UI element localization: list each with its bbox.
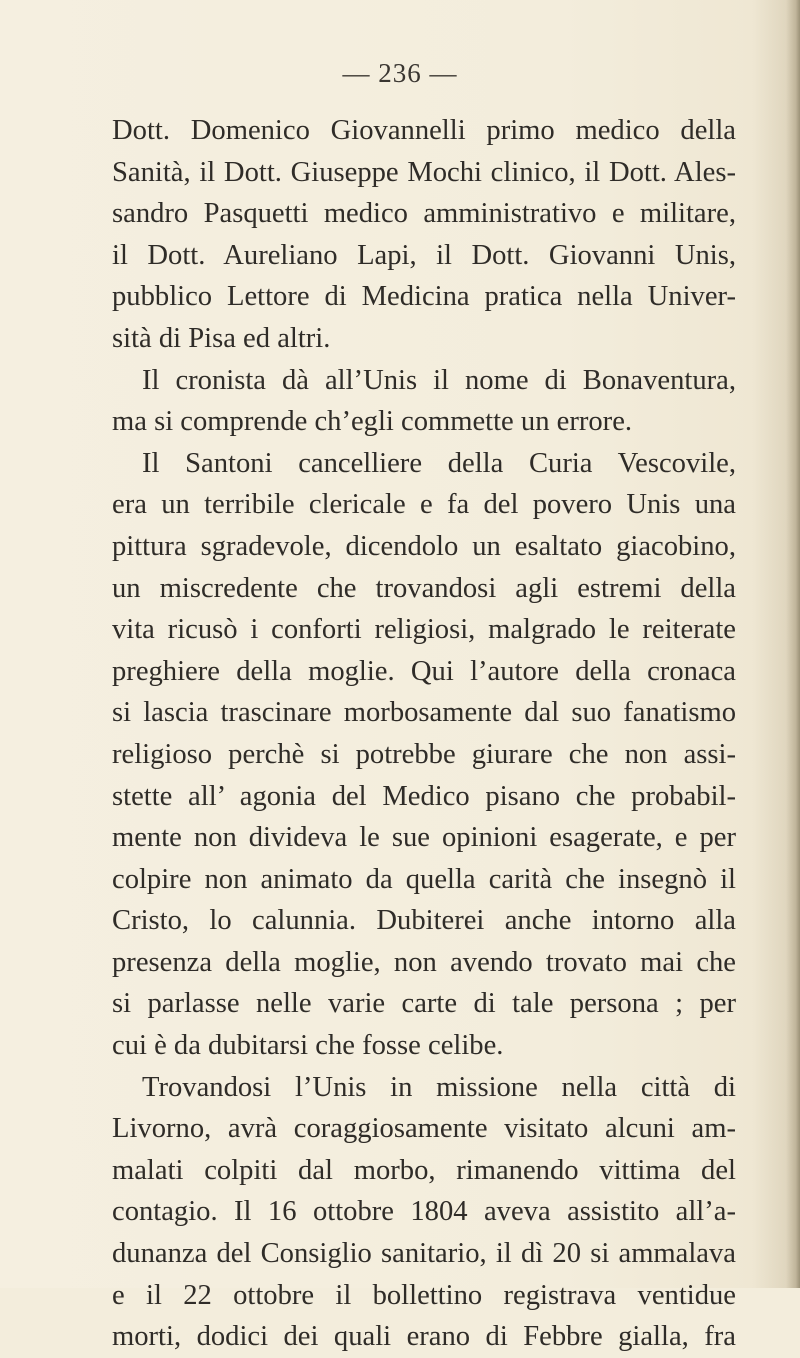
text-line: ma si comprende ch’egli commette un errore. — [112, 406, 633, 438]
text-line: e il 22 ottobre il bollettino registrava ventidue — [112, 1279, 736, 1311]
text-line: Cristo, lo calunnia. Dubiterei anche intorno alla — [112, 905, 736, 937]
text-line: malati colpiti dal morbo, rimanendo vittima del — [112, 1154, 736, 1186]
text-line: Dott. Domenico Giovannelli primo medico della — [112, 115, 736, 146]
text-line: preghiere della moglie. Qui l’autore della cronaca — [112, 655, 736, 687]
text-line: dunanza del Consiglio sanitario, il dì 20 si ammalava — [112, 1238, 736, 1270]
text-line: Il Santoni cancelliere della Curia Vescovile, — [142, 447, 736, 479]
text-line: Sanità, il Dott. Giuseppe Mochi clinico, il Dott. Ales- — [112, 156, 736, 188]
text-line: stette all’ agonia del Medico pisano che probabil- — [112, 780, 736, 812]
text-line: era un terribile clericale e fa del povero Unis una — [112, 489, 736, 521]
text-line: religioso perchè si potrebbe giurare che non assi- — [112, 738, 736, 770]
text-line: presenza della moglie, non avendo trovato mai che — [112, 946, 736, 978]
text-line: sandro Pasquetti medico amministrativo e militare, — [112, 198, 736, 230]
text-line: morti, dodici dei quali erano di Febbre gialla, fra — [112, 1321, 736, 1353]
page-edge-shadow — [786, 0, 800, 1288]
text-line: si lascia trascinare morbosamente dal suo fanatismo — [112, 697, 736, 729]
text-line: contagio. Il 16 ottobre 1804 aveva assistito all’a- — [112, 1196, 736, 1228]
text-line: cui è da dubitarsi che fosse celibe. — [112, 1030, 504, 1062]
text-line: un miscredente che trovandosi agli estremi della — [112, 572, 736, 604]
text-line: Trovandosi l’Unis in missione nella città di — [142, 1071, 736, 1103]
text-line: pubblico Lettore di Medicina pratica nella Univer- — [112, 281, 736, 313]
text-line: pittura sgradevole, dicendolo un esaltato giacobino, — [112, 530, 736, 562]
text-line: Livorno, avrà coraggiosamente visitato alcuni am- — [112, 1113, 736, 1145]
text-line: mente non divideva le sue opinioni esagerate, e per — [112, 822, 736, 854]
text-line: sità di Pisa ed altri. — [112, 322, 331, 354]
text-line: il Dott. Aureliano Lapi, il Dott. Giovanni Unis, — [112, 239, 736, 271]
text-line: colpire non animato da quella carità che insegnò il — [112, 863, 736, 895]
text-line: si parlasse nelle varie carte di tale persona ; per — [112, 988, 736, 1020]
page-number-header: — 236 — — [342, 58, 458, 88]
text-line: vita ricusò i conforti religiosi, malgrado le reiterate — [112, 614, 736, 646]
body-text — [112, 110, 736, 1358]
text-line: Il cronista dà all’Unis il nome di Bonaventura, — [142, 364, 736, 396]
